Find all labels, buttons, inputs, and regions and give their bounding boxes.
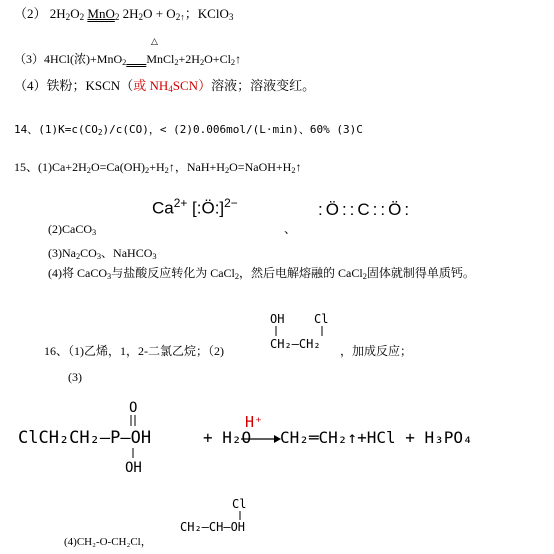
reaction-equals [126, 52, 146, 66]
line-16-tail [340, 342, 412, 359]
subscript: 2 [145, 166, 150, 175]
eq-text: 、NaHCO [101, 246, 153, 260]
line-16-3 [68, 370, 82, 385]
line-15-4 [48, 264, 475, 281]
eq-text: MnO [87, 6, 115, 21]
red-alternative [133, 78, 211, 93]
subscript: 2 [234, 272, 240, 281]
subscript: 2 [362, 272, 367, 281]
item-number: （2） [14, 6, 47, 21]
line-16 [44, 342, 224, 359]
subscript: 3 [92, 228, 97, 237]
eq-text: ） [198, 78, 212, 93]
cl-label: Cl [314, 312, 329, 326]
subscript: 3 [107, 272, 112, 281]
lewis-text: :Ö::C::Ö: [318, 200, 413, 219]
lewis-text: [:Ö:] [192, 198, 225, 218]
subscript: 3 [228, 12, 234, 22]
eq-text: 16、（1)乙烯，1，2-二氯乙烷；（2) [44, 344, 224, 358]
subscript: 2 [75, 252, 81, 261]
eq-text: 14、(1)K=c(CO [14, 123, 98, 136]
subscript: 2↑ [175, 12, 185, 22]
eq-text: (3)Na [48, 246, 76, 260]
eq-text: 或 NH [133, 78, 169, 93]
item-number: （4） [14, 78, 47, 93]
subscript: 2 [65, 12, 71, 22]
eq-text: 与盐酸反应转化为 CaCl [111, 266, 235, 280]
eq-text: O+Cl [204, 52, 231, 66]
subscript: 4 [168, 84, 173, 94]
lewis-text: Ca [152, 198, 174, 218]
chain-label: CH₂—CH—OH [180, 520, 246, 534]
line-16-4 [64, 533, 152, 549]
eq-text: O=NaOH+H [229, 160, 292, 174]
chain-label: CH₂—CH₂ [270, 337, 321, 351]
o-label: O [129, 400, 138, 416]
subscript: 2 [224, 166, 230, 175]
line-3-hcl-mno2 [14, 50, 241, 67]
water: + H₂O [203, 428, 252, 447]
subscript: 2 [291, 166, 296, 175]
subscript: 2 [164, 166, 169, 175]
eq-text: (4)将 CaCO [48, 266, 107, 280]
subscript: 3 [152, 252, 157, 261]
reactant: ClCH₂CH₂—P—OH [18, 428, 152, 448]
eq-text: 2H [49, 6, 66, 21]
line-15-2 [48, 222, 96, 237]
eq-text: O=Ca(OH) [90, 160, 146, 174]
eq-text: ↑，NaH+H [168, 160, 225, 174]
line-14 [14, 121, 363, 137]
eq-text: +H [149, 160, 165, 174]
charge: 2+ [173, 196, 188, 210]
eq-text: ；KClO [184, 6, 229, 21]
line-15-3 [48, 244, 157, 261]
subscript: 2 [97, 128, 103, 137]
charge: 2− [224, 196, 238, 210]
eq-text: 溶液；溶液变红。 [211, 78, 316, 93]
phosphonate-equation [14, 398, 544, 478]
subscript: 2 [230, 58, 236, 67]
eq-text: (2)CaCO [48, 222, 92, 236]
lewis-co2 [318, 200, 412, 220]
catalyst-h-plus: H⁺ [245, 413, 264, 431]
line-4-kscn [14, 75, 315, 94]
eq-text: CO [80, 246, 97, 260]
eq-text: 2H [122, 6, 139, 21]
eq-text: O + O [143, 6, 176, 21]
separator: 、 [284, 222, 297, 236]
eq-text: (3) [68, 370, 82, 384]
subscript: 2 [138, 12, 144, 22]
eq-text: MnCl [146, 52, 175, 66]
catalyst-mno2 [87, 6, 119, 21]
eq-text: )/c(CO)，< (2)0.006mol/(L·min)、60% (3)C [102, 123, 363, 136]
subscript: 2 [199, 58, 205, 67]
eq-text: 固体就制得单质钙。 [366, 266, 475, 280]
gas-arrow: ↑ [235, 52, 242, 66]
line-2-kclo3 [14, 3, 233, 22]
eq-text: ↑ [295, 160, 302, 174]
subscript: 2 [174, 58, 179, 67]
structure-chlorohydrin [178, 496, 318, 540]
subscript: 2 [114, 12, 120, 22]
item-number: （3） [14, 52, 45, 66]
products: CH₂═CH₂↑+HCl + H₃PO₄ [280, 428, 473, 447]
eq-text: ，加成反应； [340, 344, 413, 358]
subscript: 3 [96, 252, 102, 261]
subscript: 2 [86, 166, 91, 175]
subscript: 2 [122, 58, 127, 67]
line-15 [14, 158, 302, 175]
eq-text: SCN [172, 78, 199, 93]
oh-label: OH [270, 312, 285, 326]
eq-text: O [70, 6, 80, 21]
oh-label: OH [125, 460, 142, 476]
eq-text: ，然后电解熔融的 CaCl [239, 266, 363, 280]
lewis-cao [152, 196, 238, 219]
heat-symbol: △ [151, 36, 158, 46]
eq-text: (4)CH₂-O-CH₂Cl， [64, 536, 152, 548]
cl-label: Cl [232, 497, 247, 511]
eq-text: 4HCl(浓)+MnO [44, 52, 123, 66]
eq-text: +2H [178, 52, 200, 66]
eq-text: 铁粉；KSCN（ [46, 78, 134, 93]
eq-text: 15、(1)Ca+2H [14, 160, 87, 174]
subscript: 2 [79, 12, 85, 22]
